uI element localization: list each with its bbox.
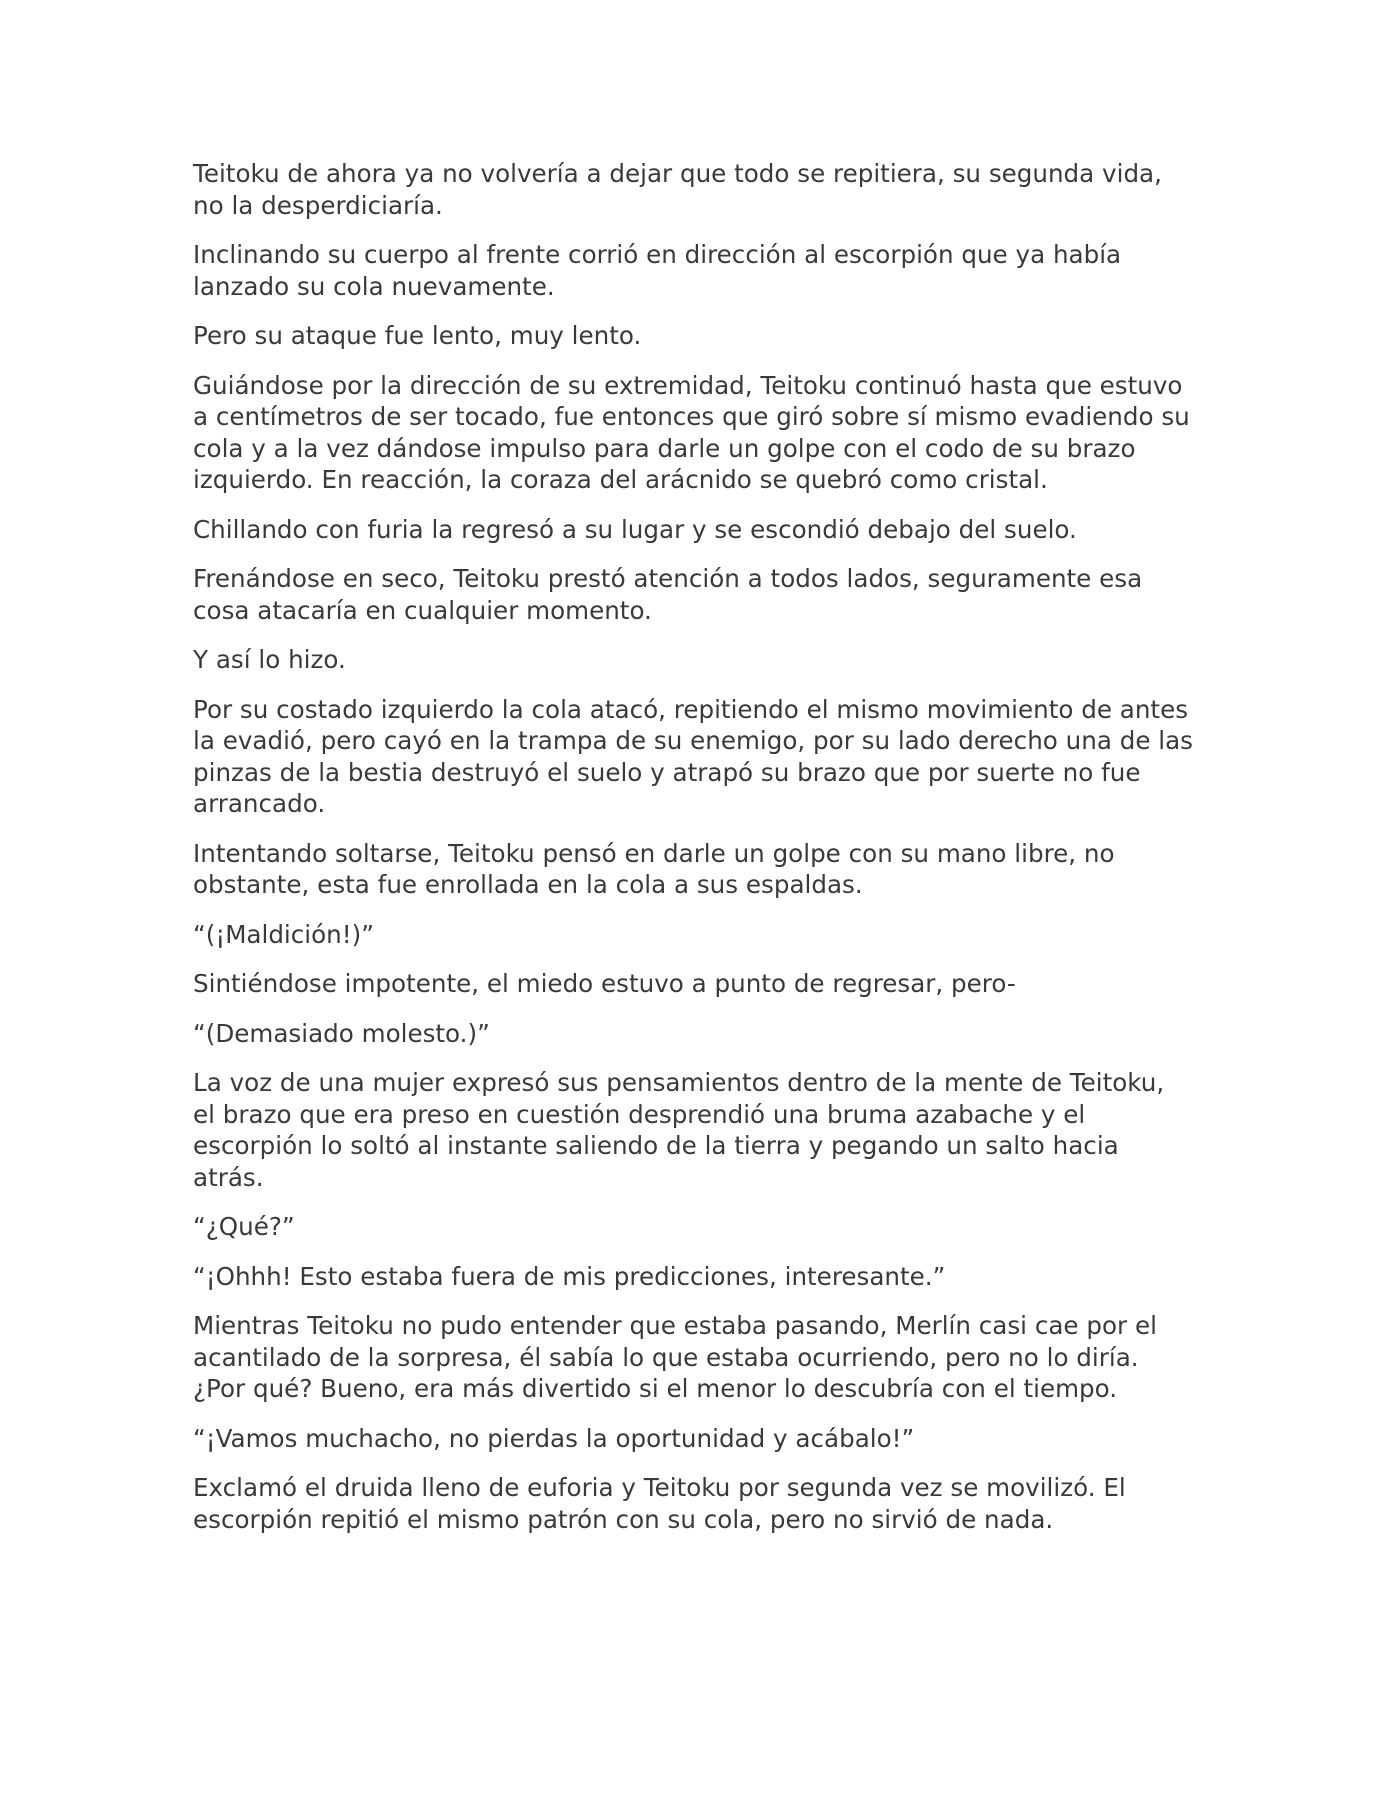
paragraph: Intentando soltarse, Teitoku pensó en darle un golpe con su mano libre, no obstante, esta fue enrollada en la cola a sus espaldas. (193, 838, 1115, 899)
paragraph: Pero su ataque fue lento, muy lento. (193, 321, 642, 350)
dialogue-line: “(¡Maldición!)” (193, 919, 374, 949)
dialogue-line: “(Demasiado molesto.)” (193, 1018, 490, 1048)
paragraph: Sintiéndose impotente, el miedo estuvo a punto de regresar, pero- (193, 969, 1016, 998)
paragraph: Mientras Teitoku no pudo entender que estaba pasando, Merlín casi cae por el acantilado de la sorpresa, él sabía lo que estaba ocurriendo, pero no lo diría. ¿Por qué? Bueno, era más divertido si el menor lo descubría con el tiempo. (193, 1311, 1157, 1403)
paragraph: Frenándose en seco, Teitoku prestó atención a todos lados, seguramente esa cosa atacaría en cualquier momento. (193, 564, 1143, 625)
paragraph: Y así lo hizo. (193, 645, 346, 674)
dialogue-line: “¿Qué?” (193, 1212, 295, 1241)
paragraph: Teitoku de ahora ya no volvería a dejar que todo se repitiera, su segunda vida, no la desperdiciaría. (193, 159, 1162, 220)
paragraph: Inclinando su cuerpo al frente corrió en dirección al escorpión que ya había lanzado su cola nuevamente. (193, 240, 1122, 301)
dialogue-line: “¡Ohhh! Esto estaba fuera de mis predicciones, interesante.” (193, 1261, 946, 1291)
dialogue-line: “¡Vamos muchacho, no pierdas la oportunidad y acábalo!” (193, 1423, 915, 1453)
paragraph: Guiándose por la dirección de su extremidad, Teitoku continuó hasta que estuvo a centímetros de ser tocado, fue entonces que giró sobre sí mismo evadiendo su cola y a la vez dándose impulso para darle un golpe con el codo de su brazo izquierdo. En reacción, la coraza del arácnido se quebró como cristal. (193, 370, 1190, 494)
paragraph: Exclamó el druida lleno de euforia y Teitoku por segunda vez se movilizó. El escorpión repitió el mismo patrón con su cola, pero no sirvió de nada. (193, 1473, 1126, 1534)
paragraph: Chillando con furia la regresó a su lugar y se escondió debajo del suelo. (193, 514, 1077, 544)
document-page (193, 158, 1193, 1553)
paragraph: La voz de una mujer expresó sus pensamientos dentro de la mente de Teitoku, el brazo que era preso en cuestión desprendió una bruma azabache y el escorpión lo soltó al instante saliendo de la tierra y pegando un salto hacia atrás. (193, 1068, 1165, 1192)
paragraph: Por su costado izquierdo la cola atacó, repitiendo el mismo movimiento de antes la evadió, pero cayó en la trampa de su enemigo, por su lado derecho una de las pinzas de la bestia destruyó el suelo y atrapó su brazo que por suerte no fue arrancado. (193, 694, 1193, 818)
